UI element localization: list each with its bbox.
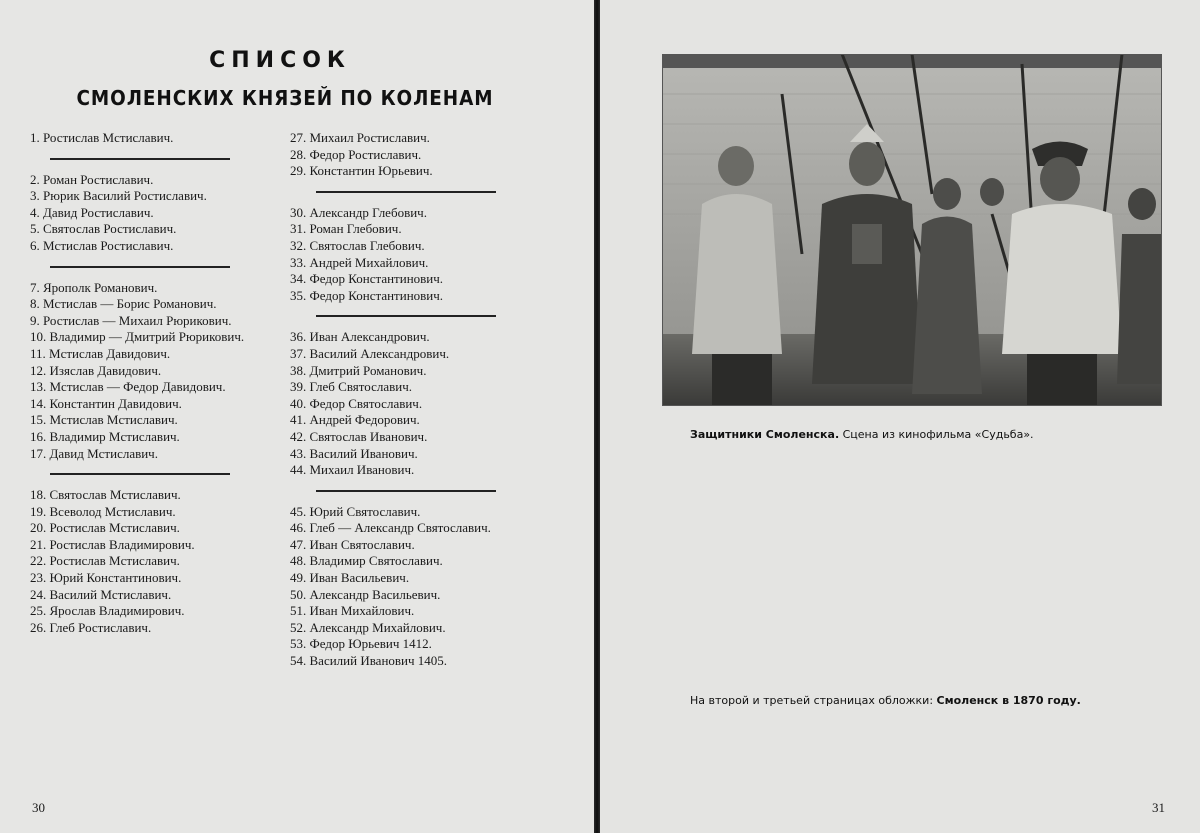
prince-entry: 32. Святослав Глебович. xyxy=(290,238,540,255)
group-separator xyxy=(316,315,496,317)
prince-entry: 37. Василий Александрович. xyxy=(290,346,540,363)
note-text: На второй и третьей страницах обложки: xyxy=(690,694,937,707)
prince-entry: 4. Давид Ростиславич. xyxy=(30,205,270,222)
prince-entry: 25. Ярослав Владимирович. xyxy=(30,603,270,620)
princes-group xyxy=(290,130,540,180)
prince-entry: 38. Дмитрий Романович. xyxy=(290,363,540,380)
princes-column-1 xyxy=(30,130,270,636)
prince-entry: 48. Владимир Святославич. xyxy=(290,553,540,570)
prince-entry: 11. Мстислав Давидович. xyxy=(30,346,270,363)
prince-entry: 12. Изяслав Давидович. xyxy=(30,363,270,380)
prince-entry: 31. Роман Глебович. xyxy=(290,221,540,238)
page-number-left: 30 xyxy=(32,800,45,816)
prince-entry: 29. Константин Юрьевич. xyxy=(290,163,540,180)
prince-entry: 3. Рюрик Василий Ростиславич. xyxy=(30,188,270,205)
prince-entry: 17. Давид Мстиславич. xyxy=(30,446,270,463)
prince-entry: 51. Иван Михайлович. xyxy=(290,603,540,620)
princes-column-2 xyxy=(290,130,540,670)
group-separator xyxy=(50,473,230,475)
prince-entry: 33. Андрей Михайлович. xyxy=(290,255,540,272)
prince-entry: 34. Федор Константинович. xyxy=(290,271,540,288)
prince-entry: 5. Святослав Ростиславич. xyxy=(30,221,270,238)
princes-group xyxy=(30,172,270,255)
prince-entry: 41. Андрей Федорович. xyxy=(290,412,540,429)
group-separator xyxy=(50,266,230,268)
cover-note xyxy=(690,694,1081,707)
princes-group xyxy=(290,329,540,478)
prince-entry: 54. Василий Иванович 1405. xyxy=(290,653,540,670)
princes-group xyxy=(30,130,270,147)
prince-entry: 27. Михаил Ростиславич. xyxy=(290,130,540,147)
prince-entry: 47. Иван Святославич. xyxy=(290,537,540,554)
prince-entry: 43. Василий Иванович. xyxy=(290,446,540,463)
photo-caption xyxy=(690,428,1034,441)
prince-entry: 42. Святослав Иванович. xyxy=(290,429,540,446)
film-still-illustration xyxy=(662,54,1162,406)
prince-entry: 23. Юрий Константинович. xyxy=(30,570,270,587)
princes-group xyxy=(290,205,540,305)
prince-entry: 35. Федор Константинович. xyxy=(290,288,540,305)
prince-entry: 44. Михаил Иванович. xyxy=(290,462,540,479)
prince-entry: 10. Владимир — Дмитрий Рюрикович. xyxy=(30,329,270,346)
prince-entry: 6. Мстислав Ростиславич. xyxy=(30,238,270,255)
group-separator xyxy=(316,490,496,492)
prince-entry: 16. Владимир Мстиславич. xyxy=(30,429,270,446)
prince-entry: 19. Всеволод Мстиславич. xyxy=(30,504,270,521)
prince-entry: 13. Мстислав — Федор Давидович. xyxy=(30,379,270,396)
prince-entry: 52. Александр Михайлович. xyxy=(290,620,540,637)
prince-entry: 39. Глеб Святославич. xyxy=(290,379,540,396)
prince-entry: 22. Ростислав Мстиславич. xyxy=(30,553,270,570)
prince-entry: 28. Федор Ростиславич. xyxy=(290,147,540,164)
caption-bold: Защитники Смоленска. xyxy=(690,428,839,441)
caption-text: Сцена из кинофильма «Судьба». xyxy=(839,428,1033,441)
prince-entry: 7. Ярополк Романович. xyxy=(30,280,270,297)
list-title: СПИСОК xyxy=(0,48,560,73)
group-separator xyxy=(50,158,230,160)
prince-entry: 9. Ростислав — Михаил Рюрикович. xyxy=(30,313,270,330)
prince-entry: 14. Константин Давидович. xyxy=(30,396,270,413)
page-number-right: 31 xyxy=(1152,800,1165,816)
prince-entry: 1. Ростислав Мстиславич. xyxy=(30,130,270,147)
prince-entry: 24. Василий Мстиславич. xyxy=(30,587,270,604)
prince-entry: 21. Ростислав Владимирович. xyxy=(30,537,270,554)
prince-entry: 50. Александр Васильевич. xyxy=(290,587,540,604)
prince-entry: 8. Мстислав — Борис Романович. xyxy=(30,296,270,313)
prince-entry: 26. Глеб Ростиславич. xyxy=(30,620,270,637)
prince-entry: 53. Федор Юрьевич 1412. xyxy=(290,636,540,653)
note-bold: Смоленск в 1870 году. xyxy=(937,694,1081,707)
prince-entry: 15. Мстислав Мстиславич. xyxy=(30,412,270,429)
prince-entry: 46. Глеб — Александр Святославич. xyxy=(290,520,540,537)
prince-entry: 2. Роман Ростиславич. xyxy=(30,172,270,189)
list-subtitle: СМОЛЕНСКИХ КНЯЗЕЙ ПО КОЛЕНАМ xyxy=(23,86,547,110)
film-still-photo xyxy=(662,54,1162,406)
prince-entry: 49. Иван Васильевич. xyxy=(290,570,540,587)
prince-entry: 20. Ростислав Мстиславич. xyxy=(30,520,270,537)
prince-entry: 45. Юрий Святославич. xyxy=(290,504,540,521)
princes-group xyxy=(30,280,270,463)
left-page xyxy=(0,0,594,833)
prince-entry: 40. Федор Святославич. xyxy=(290,396,540,413)
princes-group xyxy=(290,504,540,670)
group-separator xyxy=(316,191,496,193)
prince-entry: 30. Александр Глебович. xyxy=(290,205,540,222)
prince-entry: 18. Святослав Мстиславич. xyxy=(30,487,270,504)
princes-group xyxy=(30,487,270,636)
prince-entry: 36. Иван Александрович. xyxy=(290,329,540,346)
